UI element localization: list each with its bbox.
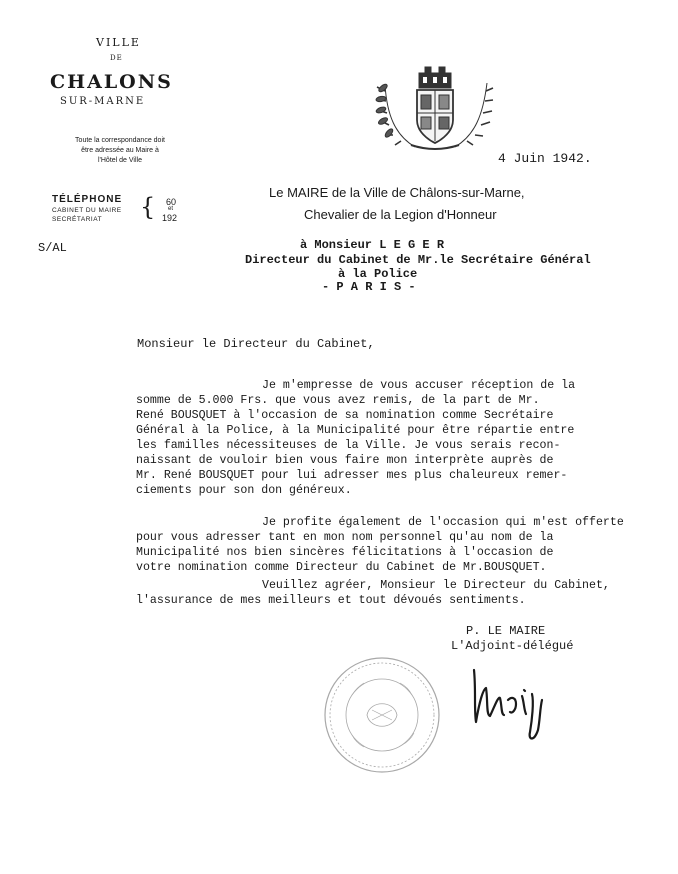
body-line: Mr. René BOUSQUET pour lui adresser mes plus chaleureux remer- bbox=[136, 469, 568, 482]
letterhead-ville: VILLE bbox=[96, 36, 141, 49]
body-line: Général à la Police, à la Municipalité pour être répartie entre bbox=[136, 424, 575, 437]
official-stamp-icon bbox=[322, 655, 442, 775]
handwritten-signature-icon bbox=[468, 660, 558, 750]
letterhead-bracket: { bbox=[140, 193, 156, 221]
sender-line-1: Le MAIRE de la Ville de Châlons-sur-Marne, bbox=[269, 185, 525, 200]
body-line: l'assurance de mes meilleurs et tout dévoués sentiments. bbox=[136, 594, 526, 607]
body-line: Municipalité nos bien sincères félicitations à l'occasion de bbox=[136, 546, 554, 559]
body-line: ciements pour son don généreux. bbox=[136, 484, 352, 497]
letterhead-city: CHALONS bbox=[50, 71, 173, 93]
salutation: Monsieur le Directeur du Cabinet, bbox=[137, 337, 375, 351]
body-line: Veuillez agréer, Monsieur le Directeur du Cabinet, bbox=[262, 579, 610, 592]
recipient-line-1: à Monsieur L E G E R bbox=[300, 238, 445, 252]
signature-title: P. LE MAIRE bbox=[466, 624, 546, 638]
recipient-line-3: à la Police bbox=[338, 267, 418, 281]
letterhead-number-60: 60 bbox=[166, 197, 177, 207]
sender-line-2: Chevalier de la Legion d'Honneur bbox=[304, 207, 497, 222]
recipient-line-2: Directeur du Cabinet de Mr.le Secrétaire Général bbox=[245, 253, 591, 267]
letter-date: 4 Juin 1942. bbox=[498, 151, 592, 166]
letterhead-correspondence: Toute la correspondance doit être adressée au Maire à l'Hôtel de Ville bbox=[75, 137, 165, 164]
letterhead-subtitle: SUR-MARNE bbox=[60, 96, 146, 107]
letterhead-de: DE bbox=[110, 54, 123, 62]
letterhead-number-192: 192 bbox=[162, 213, 178, 223]
signature-role: L'Adjoint-délégué bbox=[451, 639, 574, 653]
body-line: pour vous adresser tant en mon nom personnel qu'au nom de la bbox=[136, 531, 554, 544]
body-line: Je profite également de l'occasion qui m'est offerte bbox=[262, 516, 624, 529]
recipient-line-4: - P A R I S - bbox=[322, 280, 416, 294]
body-line: les familles nécessiteuses de la Ville. Je vous serais recon- bbox=[136, 439, 561, 452]
letterhead-et: et bbox=[168, 206, 174, 212]
body-line: somme de 5.000 Frs. que vous avez remis, de la part de Mr. bbox=[136, 394, 540, 407]
letterhead-cabinet: CABINET DU MAIRE bbox=[52, 207, 122, 214]
body-line: naissant de vouloir bien vous faire mon interprète auprès de bbox=[136, 454, 554, 467]
reference: S/AL bbox=[38, 241, 67, 255]
body-line: votre nomination comme Directeur du Cabinet de Mr.BOUSQUET. bbox=[136, 561, 547, 574]
letterhead-telephone: TÉLÉPHONE bbox=[52, 194, 123, 205]
coat-of-arms-icon bbox=[375, 55, 495, 155]
letterhead-secretariat: SECRÉTARIAT bbox=[52, 216, 103, 223]
body-line: Je m'empresse de vous accuser réception de la bbox=[262, 379, 576, 392]
body-line: René BOUSQUET à l'occasion de sa nomination comme Secrétaire bbox=[136, 409, 554, 422]
